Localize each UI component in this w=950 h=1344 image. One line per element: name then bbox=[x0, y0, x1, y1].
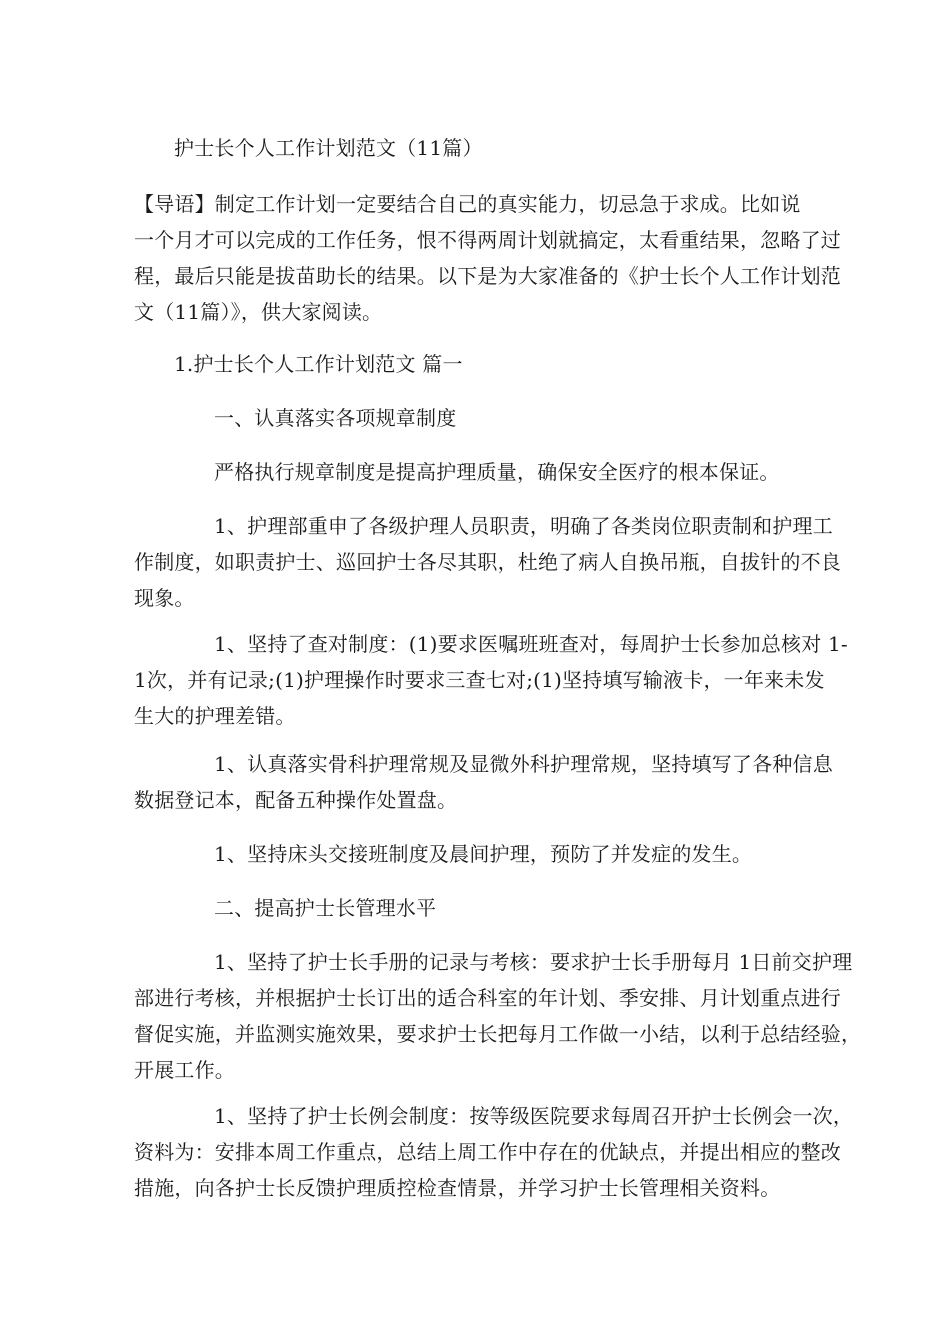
intro-line: 一个月才可以完成的工作任务，恨不得两周计划就搞定，太看重结果，忽略了过 bbox=[134, 228, 841, 252]
paragraph-line: 数据登记本，配备五种操作处置盘。 bbox=[134, 788, 458, 812]
paragraph-line: 部进行考核，并根据护士长订出的适合科室的年计划、季安排、月计划重点进行 bbox=[134, 986, 841, 1010]
intro-line: 【导语】制定工作计划一定要结合自己的真实能力，切忌急于求成。比如说 bbox=[134, 192, 801, 216]
section-heading: 二、提高护士长管理水平 bbox=[214, 896, 437, 920]
paragraph-line: 1次，并有记录;(1)护理操作时要求三查七对;(1)坚持填写输液卡，一年来未发 bbox=[134, 668, 825, 692]
paragraph-line: 督促实施，并监测实施效果，要求护士长把每月工作做一小结，以利于总结经验， bbox=[134, 1022, 862, 1046]
paragraph-line: 开展工作。 bbox=[134, 1058, 235, 1082]
paragraph-line: 1、坚持了查对制度：(1)要求医嘱班班查对，每周护士长参加总核对 1- bbox=[214, 632, 848, 656]
section-heading: 一、认真落实各项规章制度 bbox=[214, 406, 457, 430]
paragraph: 严格执行规章制度是提高护理质量，确保安全医疗的根本保证。 bbox=[214, 460, 780, 484]
paragraph-line: 生大的护理差错。 bbox=[134, 704, 296, 728]
section-title: 1.护士长个人工作计划范文 篇一 bbox=[174, 352, 463, 376]
paragraph-line: 措施，向各护士长反馈护理质控检查情景，并学习护士长管理相关资料。 bbox=[134, 1176, 781, 1200]
paragraph-line: 1、坚持了护士长手册的记录与考核：要求护士长手册每月 1日前交护理 bbox=[214, 950, 853, 974]
paragraph-line: 1、护理部重申了各级护理人员职责，明确了各类岗位职责制和护理工 bbox=[214, 514, 833, 538]
paragraph-line: 现象。 bbox=[134, 586, 195, 610]
paragraph-line: 作制度，如职责护士、巡回护士各尽其职，杜绝了病人自换吊瓶，自拔针的不良 bbox=[134, 550, 841, 574]
intro-line: 程，最后只能是拔苗助长的结果。以下是为大家准备的《护士长个人工作计划范 bbox=[134, 264, 841, 288]
paragraph-line: 1、认真落实骨科护理常规及显微外科护理常规，坚持填写了各种信息 bbox=[214, 752, 833, 776]
list-item: 1、坚持床头交接班制度及晨间护理，预防了并发症的发生。 bbox=[214, 842, 753, 866]
paragraph-line: 资料为：安排本周工作重点，总结上周工作中存在的优缺点，并提出相应的整改 bbox=[134, 1140, 841, 1164]
document-title: 护士长个人工作计划范文（11篇） bbox=[174, 136, 483, 160]
intro-line: 文（11篇）》，供大家阅读。 bbox=[134, 300, 383, 324]
paragraph-line: 1、坚持了护士长例会制度：按等级医院要求每周召开护士长例会一次， bbox=[214, 1104, 854, 1128]
